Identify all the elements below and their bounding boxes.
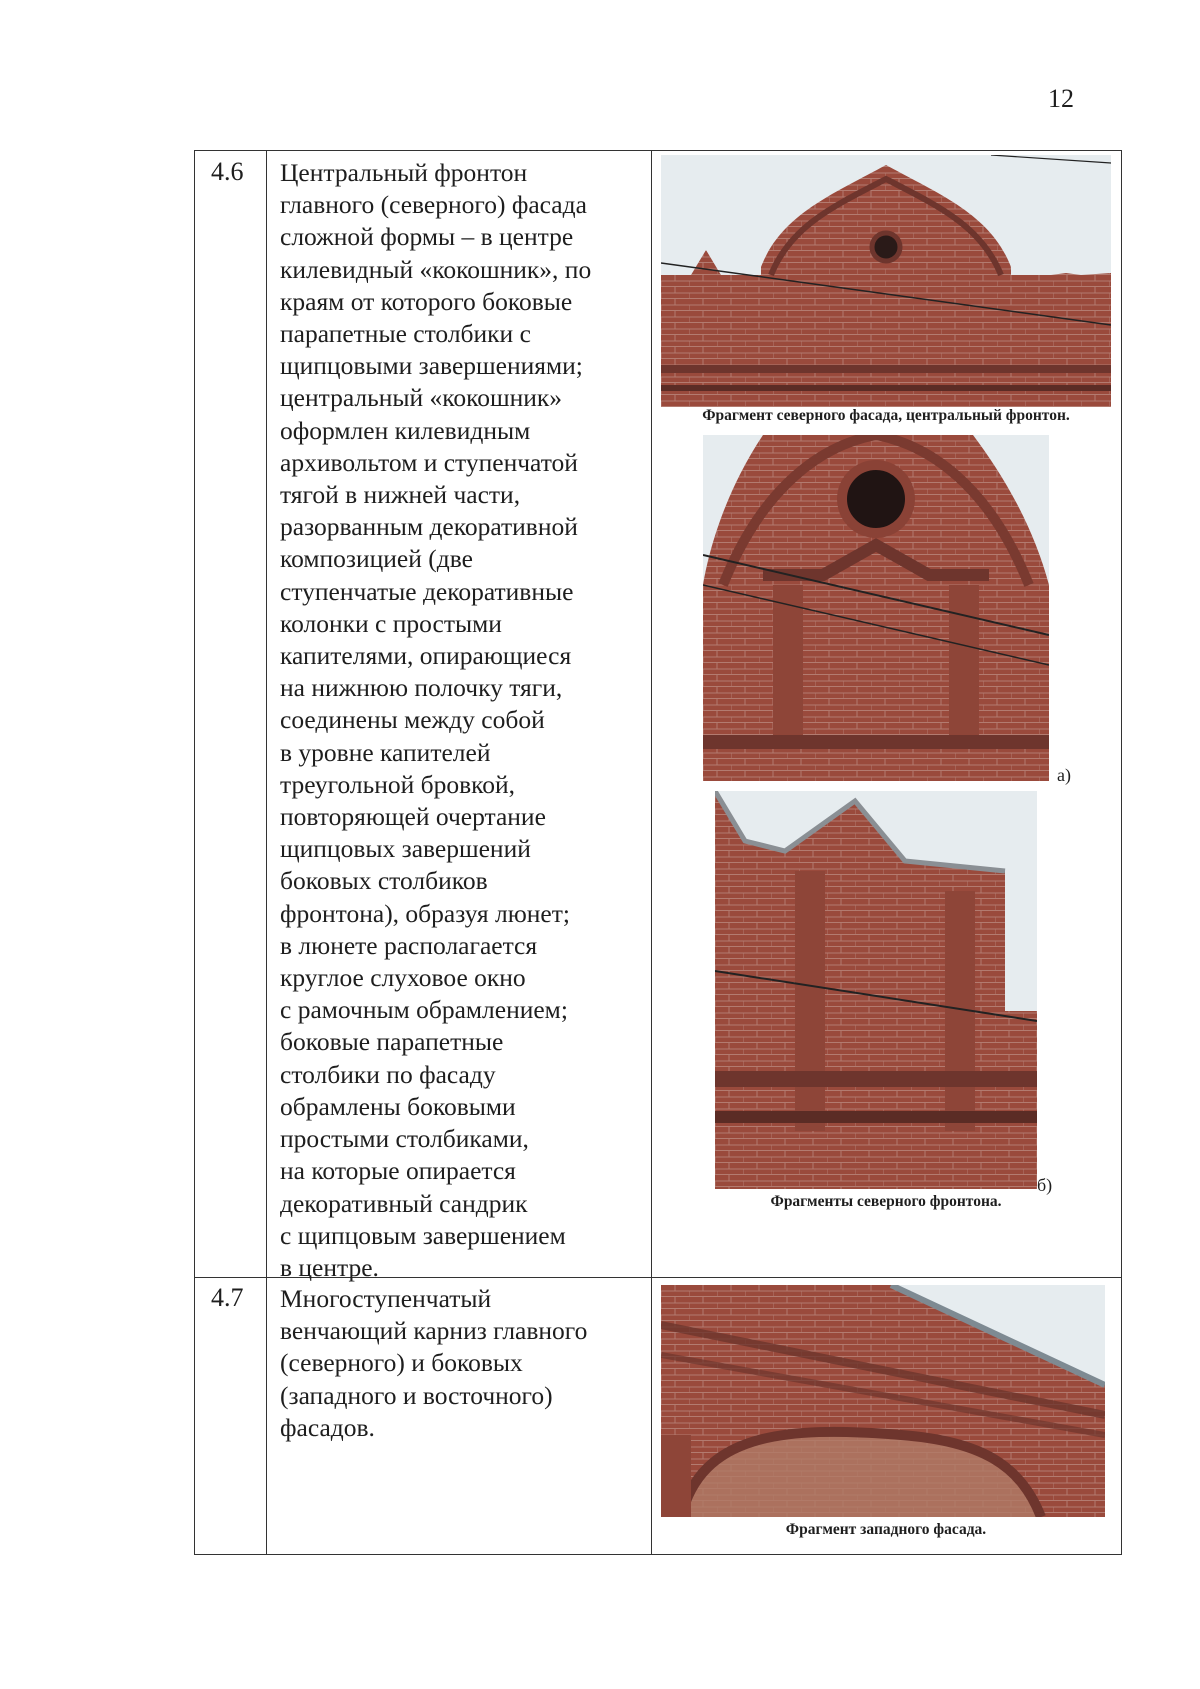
photo-caption: Фрагменты северного фронтона. [770, 1193, 1002, 1210]
description-line: венчающий карниз главного [280, 1316, 588, 1346]
photo-caption: Фрагмент западного фасада. [785, 1521, 987, 1538]
description-line: повторяющей очертание [280, 802, 546, 832]
figure-mark-b: б) [1037, 1175, 1053, 1195]
description-line: архивольтом и ступенчатой [280, 447, 578, 477]
page-number: 12 [1048, 84, 1074, 113]
description-line: в уровне капителей [280, 737, 491, 767]
figure-mark-a: а) [1057, 765, 1071, 785]
description-table [194, 150, 1122, 1555]
column-divider [651, 151, 652, 1554]
description-line: фасадов. [280, 1412, 375, 1442]
description-line: капителями, опирающиеся [280, 641, 572, 671]
description-line: (северного) и боковых [280, 1348, 523, 1378]
description-line: фронтона), образуя люнет; [280, 898, 570, 928]
description-line: декоративный сандрик [280, 1188, 528, 1218]
row-number: 4.6 [211, 157, 244, 186]
description-line: (западного и восточного) [280, 1380, 553, 1410]
description-line: Многоступенчатый [280, 1284, 492, 1313]
description-line: столбики по фасаду [280, 1059, 496, 1089]
photo-central-pediment [661, 155, 1111, 407]
description-line: парапетные столбики с [280, 319, 531, 349]
row-description [280, 157, 640, 1284]
description-line: композицией (две [280, 544, 473, 574]
description-line: оформлен килевидным [280, 415, 531, 445]
description-line: боковых столбиков [280, 866, 488, 896]
photo-caption: Фрагмент северного фасада, центральный фронтон. [702, 407, 1070, 424]
column-divider [266, 151, 267, 1554]
description-line: простыми столбиками, [280, 1124, 529, 1154]
description-line: треугольной бровкой, [280, 769, 516, 799]
photo-west-facade [661, 1285, 1105, 1517]
description-line: щипцовых завершений [280, 834, 531, 864]
description-line: разорванным декоративной [280, 512, 578, 542]
description-line: соединены между собой [280, 705, 545, 735]
row-number: 4.7 [211, 1283, 244, 1312]
description-line: с щипцовым завершением [280, 1220, 566, 1250]
description-line: центральный «кокошник» [280, 383, 563, 413]
description-line: в центре. [280, 1252, 379, 1282]
description-line: колонки с простыми [280, 608, 502, 638]
description-line: Центральный фронтон [280, 158, 528, 187]
row-description [280, 1283, 640, 1444]
description-line: сложной формы – в центре [280, 222, 574, 252]
description-line: круглое слуховое окно [280, 963, 526, 993]
description-line: ступенчатые декоративные [280, 576, 574, 606]
description-line: обрамлены боковыми [280, 1091, 516, 1121]
description-line: в люнете располагается [280, 930, 538, 960]
description-line: краям от которого боковые [280, 286, 573, 316]
description-line: на нижнюю полочку тяги, [280, 673, 563, 703]
description-line: боковые парапетные [280, 1027, 504, 1057]
description-line: килевидный «кокошник», по [280, 254, 592, 284]
photo-fragment-b [715, 791, 1037, 1189]
description-line: тягой в нижней части, [280, 480, 521, 510]
description-line: на которые опирается [280, 1156, 516, 1186]
photo-fragment-a [703, 435, 1049, 781]
description-line: с рамочным обрамлением; [280, 995, 568, 1025]
description-line: главного (северного) фасада [280, 190, 587, 220]
description-line: щипцовыми завершениями; [280, 351, 583, 381]
